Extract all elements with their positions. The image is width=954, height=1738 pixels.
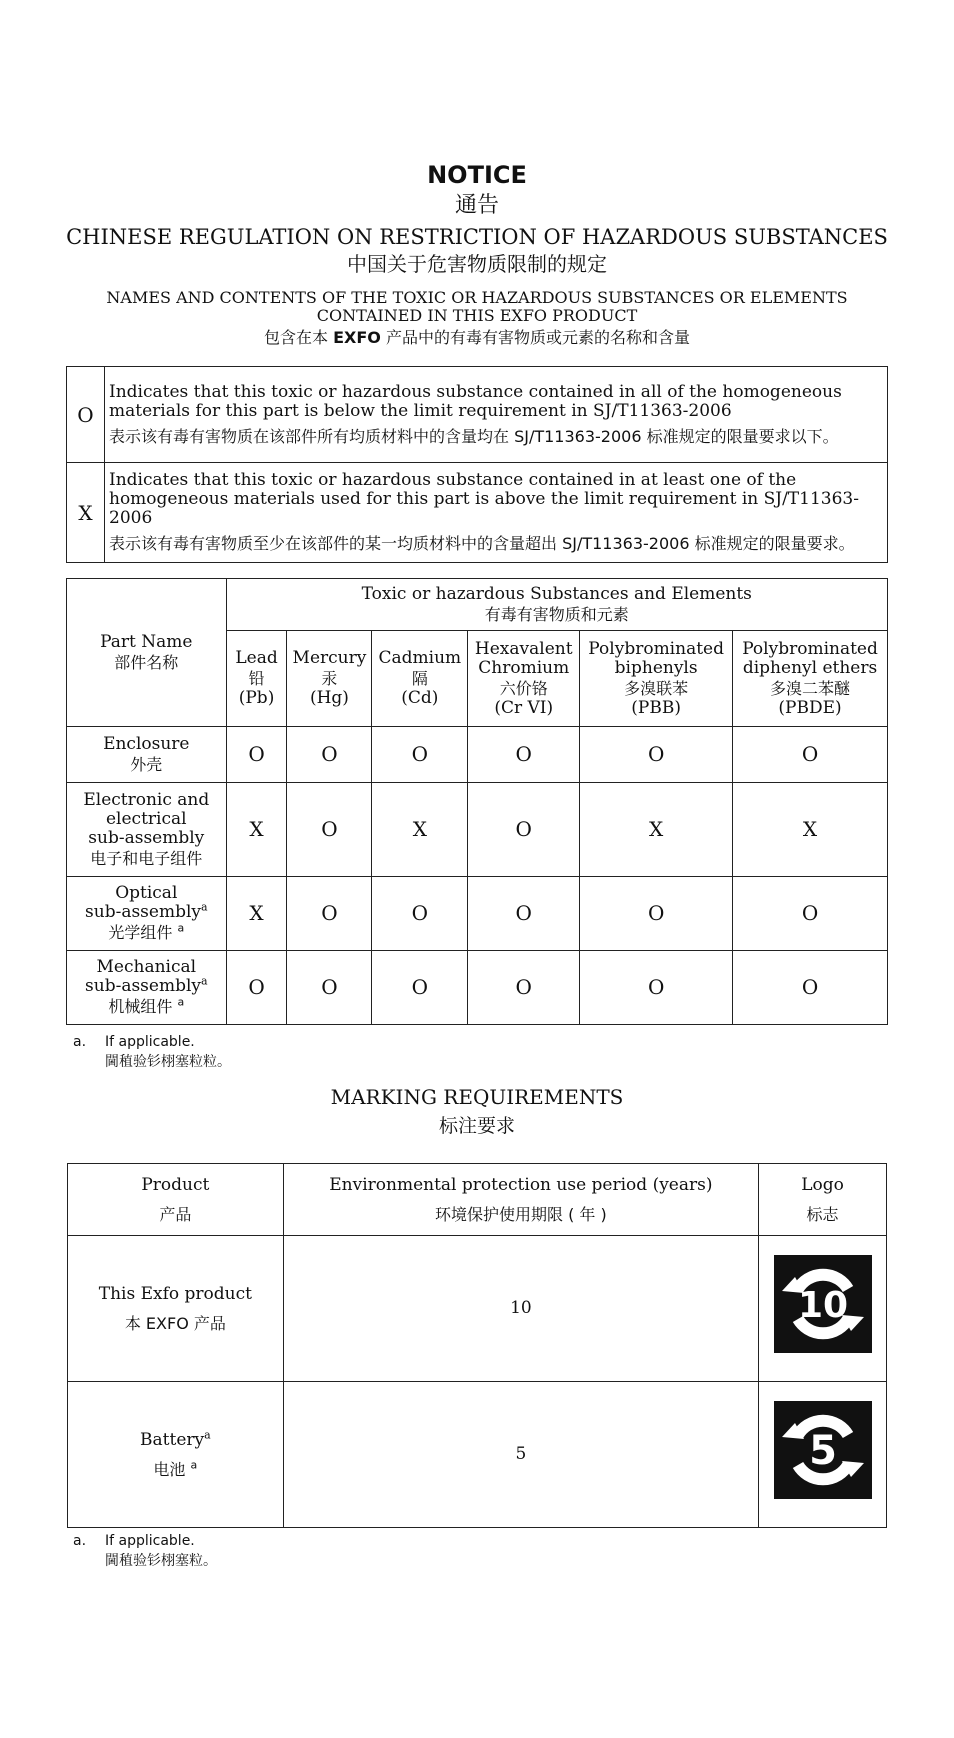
- part-name-text: Optical: [115, 883, 178, 903]
- substance-name-line2: biphenyls: [614, 657, 698, 678]
- part-name-text: Electronic and: [83, 789, 210, 810]
- substance-value-cell: O: [733, 727, 888, 783]
- substance-value-cell: O: [580, 727, 733, 783]
- footnote: [73, 1032, 473, 1076]
- legend-table: [66, 366, 888, 563]
- substance-value-cell: O: [372, 951, 468, 1025]
- substance-value-cell: X: [226, 877, 287, 951]
- environmental-use-period-icon: [774, 1255, 872, 1353]
- part-name-line: [67, 829, 226, 848]
- substance-name-zh: 多溴联苯: [624, 678, 689, 698]
- marking-header-label-zh: 标志: [806, 1204, 839, 1224]
- part-name-zh-text: 光学组件: [108, 923, 173, 942]
- part-name-label: Part Name: [100, 631, 193, 652]
- substance-value-cell: O: [226, 727, 287, 783]
- substance-value-cell: X: [580, 783, 733, 877]
- marking-header-label: Product: [141, 1174, 210, 1195]
- substance-name: Cadmium: [378, 648, 462, 668]
- legend-row: [67, 367, 888, 463]
- substance-name: Lead: [235, 648, 278, 668]
- substances-row: [67, 877, 888, 951]
- legend-text-zh: 表示该有毒有害物质在该部件所有均质材料中的含量均在 SJ/T11363-2006 标准规定的限量要求以下。: [109, 426, 839, 446]
- substance-name-zh: 多溴二苯醚: [770, 678, 851, 698]
- names-zh-post: 产品中的有毒有害物质或元素的名称和含量: [380, 328, 690, 347]
- footnote-text-zh: 閫稙验钐栩塞粒。: [105, 1553, 217, 1569]
- part-name-zh: [67, 996, 226, 1017]
- group-header-label-zh: 有毒有害物质和元素: [484, 604, 629, 624]
- part-name-zh: [67, 848, 226, 869]
- marking-header-label: Environmental protection use period (years): [329, 1174, 713, 1195]
- marking-header-period: [283, 1164, 758, 1236]
- substance-column-header: [733, 631, 888, 727]
- marking-product-label-zh: [68, 1455, 283, 1484]
- marking-logo: [759, 1382, 887, 1528]
- regulation-title-zh: 中国关于危害物质限制的规定: [347, 252, 607, 276]
- names-heading-line2: CONTAINED IN THIS EXFO PRODUCT: [316, 306, 638, 325]
- part-name-cell: [67, 877, 227, 951]
- substance-value-cell: O: [468, 951, 580, 1025]
- substance-value-cell: O: [287, 727, 372, 783]
- names-zh-brand: EXFO: [333, 328, 381, 347]
- substance-symbol: (Pb): [238, 688, 275, 708]
- substance-symbol: (Cd): [401, 688, 439, 708]
- part-name-text: sub-assembly: [85, 902, 202, 922]
- substance-name-zh: 隔: [411, 669, 428, 688]
- legend-symbol: X: [67, 463, 105, 563]
- substance-symbol: (Hg): [309, 688, 349, 708]
- footnote-text: If applicable.: [105, 1533, 195, 1549]
- substance-value-cell: O: [468, 783, 580, 877]
- part-name-line: [67, 735, 226, 754]
- part-name-line: [67, 810, 226, 829]
- legend-text: [105, 367, 888, 463]
- marking-product-label-zh: 本 EXFO 产品: [124, 1313, 226, 1333]
- substance-name: Hexavalent: [474, 638, 573, 659]
- substance-column-header: [468, 631, 580, 727]
- substance-value-cell: X: [372, 783, 468, 877]
- substance-value-cell: O: [372, 727, 468, 783]
- substance-value-cell: O: [226, 951, 287, 1025]
- names-zh-pre: 包含在本: [264, 328, 334, 347]
- substance-column-header: [226, 631, 287, 727]
- names-heading-line1: NAMES AND CONTENTS OF THE TOXIC OR HAZARDOUS SUBSTANCES OR ELEMENTS: [106, 288, 848, 307]
- marking-title: MARKING REQUIREMENTS: [330, 1085, 624, 1109]
- substance-value-cell: O: [580, 877, 733, 951]
- legend-text-zh: 表示该有毒有害物质至少在该部件的某一均质材料中的含量超出 SJ/T11363-2006 标准规定的限量要求。: [109, 534, 855, 553]
- substances-body: [67, 727, 888, 1025]
- notice-title-zh: 通告: [454, 193, 499, 218]
- marking-header-product: [68, 1164, 284, 1236]
- footnote-text-zh: 閫稙验钐栩塞粒粒。: [105, 1054, 231, 1070]
- substances-group-header: [226, 579, 887, 631]
- part-name-label-zh: 部件名称: [114, 652, 179, 672]
- marking-header-label: Logo: [801, 1174, 844, 1195]
- legend-row: [67, 463, 888, 563]
- marking-header-row: [68, 1164, 887, 1236]
- group-header-label: Toxic or hazardous Substances and Elements: [361, 583, 752, 604]
- footnote-marker: a: [177, 995, 185, 1009]
- logo-graphic: [774, 1255, 872, 1353]
- substances-group-row: [67, 579, 888, 631]
- footnote-letter: a.: [73, 1533, 87, 1549]
- legend-text-en: Indicates that this toxic or hazardous substance contained in at least one of the homogeneous materials used for this part is above the limit requirement in SJ/T11363-2006: [109, 470, 859, 528]
- substances-row: [67, 727, 888, 783]
- substance-column-header: [372, 631, 468, 727]
- footnote-marker: a: [204, 1427, 211, 1441]
- marking-product-text-zh: 电池: [153, 1459, 186, 1479]
- substance-value-cell: O: [733, 877, 888, 951]
- logo-number: 10: [797, 1284, 848, 1326]
- logo-number: 5: [808, 1427, 837, 1474]
- substance-value-cell: O: [287, 783, 372, 877]
- marking-product: [68, 1382, 284, 1528]
- substance-name-zh: 六价铬: [499, 678, 548, 698]
- substance-value-cell: X: [733, 783, 888, 877]
- substance-symbol: (Cr VI): [494, 697, 554, 718]
- substance-name: Mercury: [292, 648, 367, 668]
- substance-symbol: (PBB): [631, 697, 681, 718]
- substance-name-line2: Chromium: [478, 657, 570, 678]
- part-name-zh: [67, 754, 226, 775]
- part-name-cell: [67, 951, 227, 1025]
- footnote-marker: a: [177, 921, 185, 935]
- part-name-zh-text: 电子和电子组件: [90, 848, 203, 868]
- part-name-text: sub-assembly: [85, 976, 202, 996]
- substance-value-cell: O: [468, 877, 580, 951]
- substances-row: [67, 951, 888, 1025]
- part-name-line: [67, 974, 226, 996]
- part-name-text: Enclosure: [103, 733, 190, 754]
- part-name-text: electrical: [106, 808, 187, 829]
- marking-period: 5: [283, 1382, 758, 1528]
- part-name-header: [67, 579, 227, 727]
- marking-table: [67, 1163, 887, 1528]
- substance-name-line2: diphenyl ethers: [742, 657, 878, 678]
- environmental-use-period-icon: [774, 1401, 872, 1499]
- notice-title: NOTICE: [427, 161, 527, 189]
- regulation-title: CHINESE REGULATION ON RESTRICTION OF HAZARDOUS SUBSTANCES: [66, 225, 888, 249]
- substance-value-cell: O: [468, 727, 580, 783]
- substance-value-cell: O: [372, 877, 468, 951]
- marking-row: [68, 1382, 887, 1528]
- substance-value-cell: O: [287, 877, 372, 951]
- marking-product-label: [68, 1426, 283, 1455]
- substance-name-zh: 汞: [321, 669, 338, 688]
- footnote-letter: a.: [73, 1034, 87, 1050]
- legend-symbol: O: [67, 367, 105, 463]
- footnote-text: If applicable.: [105, 1034, 195, 1050]
- part-name-zh-text: 机械组件: [108, 997, 173, 1016]
- part-name-text: Mechanical: [96, 957, 197, 977]
- substance-symbol: (PBDE): [778, 697, 842, 718]
- marking-logo: [759, 1236, 887, 1382]
- part-name-line: [67, 900, 226, 922]
- marking-title-zh: 标注要求: [438, 1115, 515, 1137]
- substance-column-header: [580, 631, 733, 727]
- marking-header-label-zh: 环境保护使用期限 ( 年 ): [435, 1204, 607, 1224]
- part-name-zh: [67, 922, 226, 943]
- marking-product: [68, 1236, 284, 1382]
- names-heading-zh: [0, 327, 954, 349]
- marking-period: 10: [283, 1236, 758, 1382]
- substance-name: Polybrominated: [742, 638, 878, 659]
- marking-header-logo: [759, 1164, 887, 1236]
- substance-value-cell: O: [733, 951, 888, 1025]
- substance-value-cell: O: [287, 951, 372, 1025]
- footnote-marker: a: [190, 1458, 198, 1472]
- marking-product-label: This Exfo product: [98, 1283, 252, 1304]
- marking-header-label-zh: 产品: [159, 1204, 192, 1224]
- legend-text-en: Indicates that this toxic or hazardous substance contained in all of the homogeneous materials for this part is below the limit requirement in SJ/T11363-2006: [109, 381, 842, 421]
- part-name-text: sub-assembly: [88, 827, 205, 848]
- substance-value-cell: X: [226, 783, 287, 877]
- substances-table: [66, 578, 888, 1025]
- substance-name: Polybrominated: [588, 638, 724, 659]
- footnote: [73, 1531, 473, 1575]
- marking-row: [68, 1236, 887, 1382]
- logo-graphic: [774, 1401, 872, 1499]
- part-name-zh-text: 外壳: [130, 754, 163, 774]
- part-name-cell: [67, 783, 227, 877]
- substance-name-zh: 铅: [248, 669, 265, 688]
- footnote-marker: a: [201, 900, 208, 914]
- part-name-cell: [67, 727, 227, 783]
- marking-product-text: Battery: [140, 1429, 205, 1450]
- legend-text: [105, 463, 888, 563]
- substance-column-header: [287, 631, 372, 727]
- footnote-marker: a: [201, 974, 208, 988]
- substances-row: [67, 783, 888, 877]
- part-name-line: [67, 791, 226, 810]
- substance-value-cell: O: [580, 951, 733, 1025]
